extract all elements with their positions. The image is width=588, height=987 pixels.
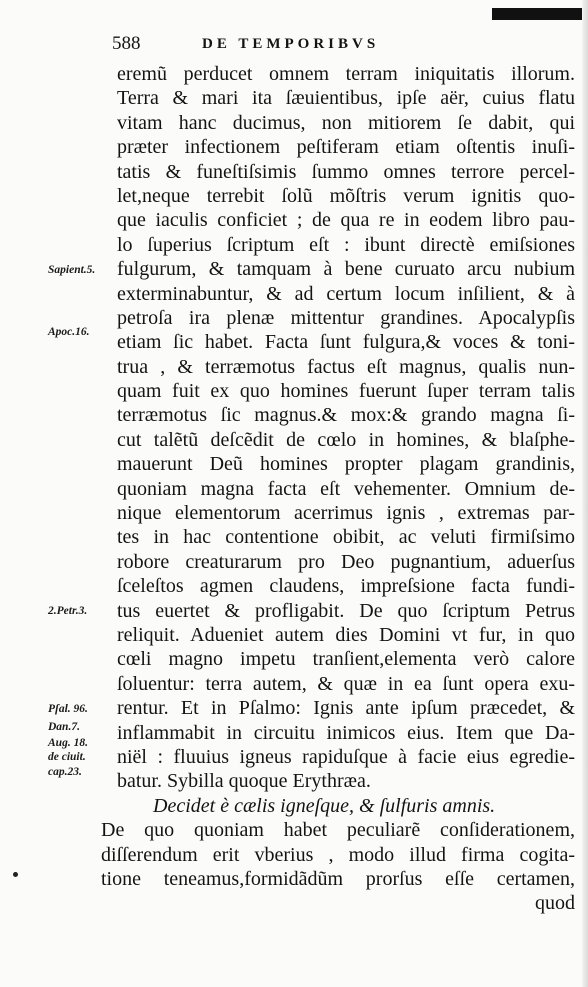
text-line: trua , & terræmotus factus eſt magnus, qualis nun- bbox=[117, 355, 575, 378]
text-line: reliquit. Adueniet autem dies Domini vt fur, in quo bbox=[117, 623, 575, 646]
verse-quotation: Decidet è cælis igneſque, & ſulfuris amnis. bbox=[153, 794, 496, 817]
text-line: nique elementorum acerrimus ignis , extremas par- bbox=[117, 502, 575, 525]
text-line: ſceleſtos agmen claudens, impreſsione facta fundi- bbox=[117, 575, 575, 598]
text-line: vitam hanc ducimus, non mitiorem ſe dabit, qui bbox=[117, 111, 575, 134]
text-line: que iaculis conficiet ; de qua re in eodem libro pau- bbox=[117, 209, 575, 232]
page-edge-shadow bbox=[582, 0, 588, 987]
text-line: batur. Sybilla quoque Erythræa. bbox=[117, 770, 371, 793]
text-line: quoniam magna facta eſt vehementer. Omnium de- bbox=[117, 477, 575, 500]
text-line: tes in hac contentione obibit, ac veluti firmiſsimo bbox=[117, 526, 575, 549]
page-header bbox=[110, 33, 480, 57]
text-line: De quo quoniam habet peculiarẽ conſiderationem, bbox=[101, 819, 575, 842]
text-line: præter infectionem peſtiferam etiam oſtentis inuſi- bbox=[117, 136, 575, 159]
body-text bbox=[101, 62, 575, 916]
catchword: quod bbox=[535, 892, 575, 915]
text-line: eremũ perducet omnem terram iniquitatis illorum. bbox=[117, 63, 575, 85]
text-line: cut talẽtũ deſcẽdit de cœlo in homines, & blaſphe- bbox=[117, 428, 575, 451]
text-line: tus euertet & profligabit. De quo ſcriptum Petrus bbox=[117, 599, 575, 622]
text-line: quam fuit ex quo homines fuerunt ſuper terram talis bbox=[117, 380, 575, 403]
text-line: tione teneamus,formidãdũm prorſus eſſe certamen, bbox=[101, 867, 575, 890]
text-line: rentur. Et in Pſalmo: Ignis ante ipſum præcedet, & bbox=[117, 697, 575, 720]
running-title: DE TEMPORIBVS bbox=[202, 36, 380, 52]
scan-edge-bar bbox=[492, 8, 582, 20]
text-line: let,neque terrebit ſolũ mõſtris verum ignitis quo- bbox=[117, 184, 575, 207]
margin-note-augustine: de ciuit. bbox=[48, 751, 86, 763]
margin-note-sapientia: Sapient.5. bbox=[48, 264, 96, 276]
margin-note-augustine: cap.23. bbox=[48, 766, 82, 778]
text-line: lo ſuperius ſcriptum eſt : ibunt directè emiſsiones bbox=[117, 233, 575, 256]
page-number: 588 bbox=[112, 33, 141, 54]
text-line: ſoluentur: terra autem, & quæ in ea ſunt opera exu- bbox=[117, 672, 575, 695]
text-line: inflammabit in circuitu inimicos eius. Item que Da- bbox=[117, 721, 575, 744]
text-line: mauerunt Deũ homines propter plagam grandinis, bbox=[117, 453, 575, 476]
text-line: Terra & mari ita ſæuientibus, ipſe aër, cuius flatu bbox=[117, 87, 575, 110]
ink-spot bbox=[13, 872, 18, 877]
margin-note-augustine: Aug. 18. bbox=[48, 737, 88, 749]
text-line: niël : fluuius igneus rapiduſque à facie eius egredie- bbox=[117, 745, 575, 768]
text-line: etiam ſic habet. Facta ſunt fulgura,& voces & toni- bbox=[117, 331, 575, 354]
text-line: cœli magno impetu tranſient,elementa verò calore bbox=[117, 648, 575, 671]
margin-note-daniel: Dan.7. bbox=[48, 721, 80, 733]
text-line: fulgurum, & tamquam à bene curuato arcu nubium bbox=[117, 258, 575, 281]
margin-note-peter: 2.Petr.3. bbox=[48, 605, 88, 617]
text-line: petroſa ira plenæ mittentur grandines. Apocalypſis bbox=[117, 306, 575, 329]
text-line: diſſerendum erit vberius , modo illud firma cogita- bbox=[101, 843, 575, 866]
text-line: tatis & funeſtiſsimis ſummo omnes terrore percel- bbox=[117, 160, 575, 183]
margin-note-apocalypse: Apoc.16. bbox=[48, 326, 90, 338]
text-line: exterminabuntur, & ad certum locum inſilient, & à bbox=[117, 282, 575, 305]
text-line: robore creaturarum pro Deo pugnantium, aduerſus bbox=[117, 550, 575, 573]
margin-note-psalm: Pſal. 96. bbox=[48, 703, 88, 715]
text-line: terræmotus ſic magnus.& mox:& grando magna ſi- bbox=[117, 404, 575, 427]
